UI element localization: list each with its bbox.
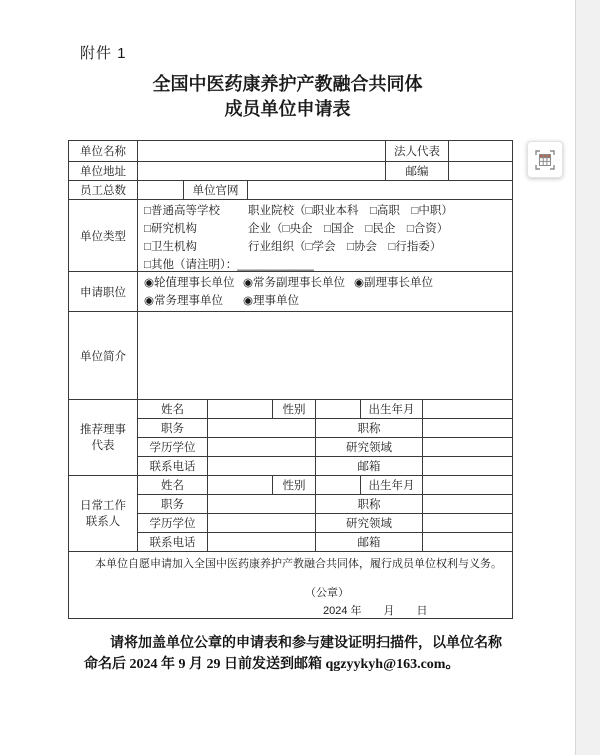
section-recommended-rep	[69, 400, 512, 476]
rep-gender-label: 性别	[273, 400, 316, 419]
checkbox-option-research[interactable]: □研究机构	[144, 223, 197, 235]
other-blank-line[interactable]: ____________	[237, 259, 314, 271]
contact-phone-input[interactable]	[208, 533, 316, 552]
contact-birth-input[interactable]	[423, 476, 512, 495]
rep-duty-label: 职务	[138, 419, 208, 438]
rep-birth-label: 出生年月	[361, 400, 423, 419]
unit-type-line-4[interactable]	[144, 256, 508, 272]
rep-gender-input[interactable]	[316, 400, 361, 419]
contact-field-label: 研究领域	[316, 514, 423, 533]
postcode-input[interactable]	[449, 162, 512, 181]
pledge-cell	[69, 552, 512, 618]
unit-type-line-1[interactable]	[144, 202, 508, 220]
contact-degree-input[interactable]	[208, 514, 316, 533]
form-title	[0, 72, 575, 122]
recommended-rep-label-line2: 代表	[91, 439, 115, 452]
row-position	[69, 272, 512, 312]
rep-phone-input[interactable]	[208, 457, 316, 476]
submission-note	[84, 633, 524, 675]
seal-placeholder: （公章）	[305, 587, 349, 599]
row-unit-name	[69, 141, 512, 162]
staff-total-input[interactable]	[138, 181, 184, 200]
checkbox-option-health[interactable]: □卫生机构	[144, 241, 197, 253]
attachment-label: 附件 1	[80, 45, 127, 62]
contact-field-input[interactable]	[423, 514, 512, 533]
recommended-rep-label-line1: 推荐理事	[80, 423, 126, 436]
rep-degree-label: 学历学位	[138, 438, 208, 457]
row-staff-total	[69, 181, 512, 200]
unit-type-options	[138, 200, 512, 272]
rep-email-input[interactable]	[423, 457, 512, 476]
recommended-rep-label	[69, 400, 138, 476]
application-form-table	[68, 140, 513, 619]
postcode-label: 邮编	[386, 162, 449, 181]
row-unit-type	[69, 200, 512, 272]
radio-option-rotating-chair[interactable]: ◉轮值理事长单位	[144, 277, 235, 289]
checkbox-group-vocational[interactable]: 职业院校（□职业本科 □高职 □中职）	[248, 205, 453, 217]
row-pledge	[69, 552, 512, 618]
row-profile	[69, 312, 512, 400]
table-handle-button[interactable]	[527, 141, 563, 178]
position-label: 申请职位	[69, 272, 138, 312]
submission-note-line1: 请将加盖单位公章的申请表和参与建设证明扫描件，以单位名称	[110, 636, 502, 651]
date-line: 2024 年 月 日	[323, 605, 428, 617]
rep-phone-label: 联系电话	[138, 457, 208, 476]
rep-degree-input[interactable]	[208, 438, 316, 457]
unit-name-input[interactable]	[138, 141, 386, 162]
legal-rep-label: 法人代表	[386, 141, 449, 162]
contact-title-input[interactable]	[423, 495, 512, 514]
staff-total-label: 员工总数	[69, 181, 138, 200]
rep-field-input[interactable]	[423, 438, 512, 457]
unit-type-line-3[interactable]	[144, 238, 508, 256]
unit-address-input[interactable]	[138, 162, 386, 181]
checkbox-group-enterprise[interactable]: 企业（□央企 □国企 □民企 □合资）	[248, 223, 449, 235]
daily-contact-fields	[138, 476, 512, 552]
position-line-1	[144, 274, 508, 292]
contact-duty-input[interactable]	[208, 495, 316, 514]
rep-duty-input[interactable]	[208, 419, 316, 438]
profile-label: 单位简介	[69, 312, 138, 400]
radio-option-director[interactable]: ◉理事单位	[243, 295, 300, 307]
unit-type-line-2[interactable]	[144, 220, 508, 238]
section-daily-contact	[69, 476, 512, 552]
checkbox-option-other[interactable]: □其他（请注明）：	[144, 259, 238, 271]
radio-option-exec-director[interactable]: ◉常务理事单位	[144, 295, 224, 307]
daily-contact-label-line2: 联系人	[85, 515, 121, 528]
rep-name-label: 姓名	[138, 400, 208, 419]
rep-title-label: 职称	[316, 419, 423, 438]
rep-title-input[interactable]	[423, 419, 512, 438]
position-options	[138, 272, 512, 312]
form-title-line1: 全国中医药康养护产教融合共同体	[152, 74, 423, 94]
contact-name-label: 姓名	[138, 476, 208, 495]
contact-name-input[interactable]	[208, 476, 273, 495]
contact-gender-label: 性别	[273, 476, 316, 495]
daily-contact-label-line1: 日常工作	[80, 499, 126, 512]
profile-input[interactable]	[138, 312, 512, 400]
contact-email-input[interactable]	[423, 533, 512, 552]
contact-phone-label: 联系电话	[138, 533, 208, 552]
rep-field-label: 研究领域	[316, 438, 423, 457]
unit-name-label: 单位名称	[69, 141, 138, 162]
checkbox-option-university[interactable]: □普通高等学校	[144, 205, 220, 217]
form-title-line2: 成员单位申请表	[224, 99, 351, 119]
rep-name-input[interactable]	[208, 400, 273, 419]
contact-degree-label: 学历学位	[138, 514, 208, 533]
right-gutter	[575, 0, 600, 755]
rep-birth-input[interactable]	[423, 400, 512, 419]
daily-contact-label	[69, 476, 138, 552]
website-input[interactable]	[248, 181, 512, 200]
rep-email-label: 邮箱	[316, 457, 423, 476]
table-select-icon	[534, 149, 556, 171]
submission-note-line2: 命名后 2024 年 9 月 29 日前发送到邮箱 qgzyykyh@163.com。	[84, 657, 460, 672]
row-unit-address	[69, 162, 512, 181]
pledge-text: 本单位自愿申请加入全国中医药康养护产教融合共同体，履行成员单位权利与义务。	[95, 558, 502, 570]
position-line-2	[144, 292, 508, 310]
legal-rep-input[interactable]	[449, 141, 512, 162]
contact-duty-label: 职务	[138, 495, 208, 514]
radio-option-vice-chair[interactable]: ◉副理事长单位	[354, 277, 434, 289]
website-label: 单位官网	[184, 181, 248, 200]
unit-address-label: 单位地址	[69, 162, 138, 181]
contact-gender-input[interactable]	[316, 476, 361, 495]
contact-title-label: 职称	[316, 495, 423, 514]
contact-birth-label: 出生年月	[361, 476, 423, 495]
recommended-rep-fields	[138, 400, 512, 476]
contact-email-label: 邮箱	[316, 533, 423, 552]
checkbox-group-industry[interactable]: 行业组织（□学会 □协会 □行指委）	[248, 241, 442, 253]
unit-type-label: 单位类型	[69, 200, 138, 272]
radio-option-exec-vice-chair[interactable]: ◉常务副理事长单位	[243, 277, 346, 289]
